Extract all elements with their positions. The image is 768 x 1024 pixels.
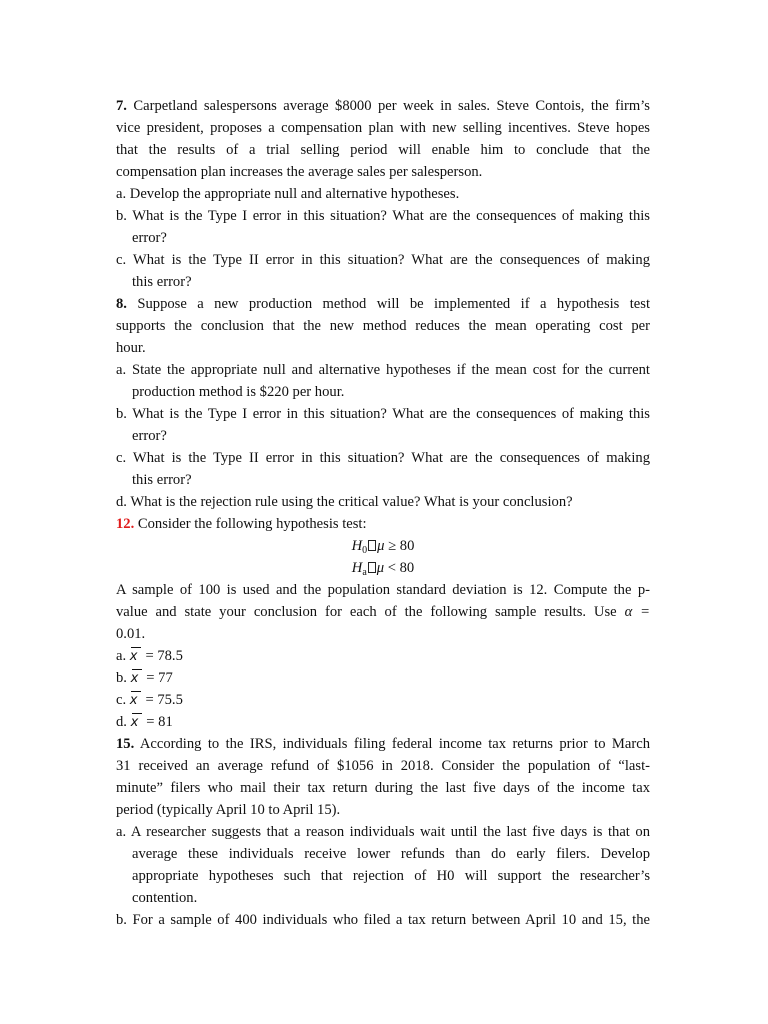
q8-part-b-line-2: error? — [132, 428, 167, 444]
missing-glyph-icon — [368, 562, 376, 573]
item-label: a. — [116, 648, 127, 664]
xbar-symbol: x — [131, 712, 143, 734]
item-value: = 78.5 — [145, 648, 183, 664]
q12-line-3: 0.01. — [116, 626, 146, 642]
q8-line-2: supports the conclusion that the new method reduces the mean operating cost per — [116, 318, 650, 334]
document-page — [116, 95, 650, 931]
q15-part-a-line-1: a. A researcher suggests that a reason individuals wait until the last five days is that on — [116, 824, 650, 840]
ha-relation: < 80 — [387, 560, 415, 576]
q8-number: 8. — [116, 296, 127, 312]
item-label: c. — [116, 692, 127, 708]
q12-line-2 — [116, 601, 650, 623]
ha-subscript: a — [362, 567, 367, 578]
q8-line-3: hour. — [116, 340, 146, 356]
q15-line-2: 31 received an average refund of $1056 in 2018. Consider the population of “last- — [116, 758, 650, 774]
h0-letter: H — [351, 538, 363, 554]
q12-item-d — [116, 711, 650, 733]
missing-glyph-icon — [368, 540, 376, 551]
alpha-symbol: α = — [624, 604, 650, 620]
q8-part-a-line-2: production method is $220 per hour. — [132, 384, 345, 400]
q7-number: 7. — [116, 98, 127, 114]
item-value: = 75.5 — [145, 692, 183, 708]
q7-part-b-line-1: b. What is the Type I error in this situation? What are the consequences of making this — [116, 208, 650, 224]
q8-part-d: d. What is the rejection rule using the critical value? What is your conclusion? — [116, 494, 573, 510]
q15-line-3: minute” filers who mail their tax return during the last five days of the income tax — [116, 780, 650, 796]
item-value: = 77 — [146, 670, 173, 686]
q12-item-a — [116, 645, 650, 667]
q12-number: 12. — [116, 516, 135, 532]
ha-letter: H — [351, 560, 363, 576]
q15-part-a-line-2: average these individuals receive lower refunds than do early filers. Develop — [132, 846, 650, 862]
q15-part-a-line-3: appropriate hypotheses such that rejection of H0 will support the researcher’s — [132, 868, 650, 884]
q8-line-1 — [116, 293, 650, 315]
xbar-symbol: x — [131, 668, 143, 690]
h0-mu: μ — [377, 538, 385, 554]
q12-alt-hypothesis — [116, 557, 650, 579]
q12-item-c — [116, 689, 650, 711]
q7-line-1 — [116, 95, 650, 117]
q7-line-2: vice president, proposes a compensation plan with new selling incentives. Steve hopes — [116, 120, 650, 136]
q12-intro-line — [116, 513, 650, 535]
q12-text-2: value and state your conclusion for each of the following sample results. Use — [116, 604, 617, 620]
q12-intro: Consider the following hypothesis test: — [137, 516, 367, 532]
q12-null-hypothesis — [116, 535, 650, 557]
q7-text-1: Carpetland salespersons average $8000 per week in sales. Steve Contois, the firm’s — [133, 98, 650, 114]
q8-part-a-line-1: a. State the appropriate null and alternative hypotheses if the mean cost for the current — [116, 362, 650, 378]
q8-part-b-line-1: b. What is the Type I error in this situation? What are the consequences of making this — [116, 406, 650, 422]
q7-part-c-line-2: this error? — [132, 274, 192, 290]
q15-part-b-line-1: b. For a sample of 400 individuals who filed a tax return between April 10 and 15, the — [116, 912, 650, 928]
q15-number: 15. — [116, 736, 135, 752]
q15-text-1: According to the IRS, individuals filing federal income tax returns prior to March — [139, 736, 650, 752]
h0-subscript: 0 — [362, 545, 368, 556]
q15-line-4: period (typically April 10 to April 15). — [116, 802, 341, 818]
q12-line-1: A sample of 100 is used and the population standard deviation is 12. Compute the p- — [116, 582, 650, 598]
q7-line-4: compensation plan increases the average sales per salesperson. — [116, 164, 483, 180]
xbar-symbol: x — [130, 646, 142, 668]
item-label: d. — [116, 714, 127, 730]
h0-relation: ≥ 80 — [388, 538, 415, 554]
item-value: = 81 — [146, 714, 173, 730]
q8-text-1: Suppose a new production method will be implemented if a hypothesis test — [137, 296, 650, 312]
q15-line-1 — [116, 733, 650, 755]
q7-part-b-line-2: error? — [132, 230, 167, 246]
q8-part-c-line-1: c. What is the Type II error in this situation? What are the consequences of making — [116, 450, 650, 466]
xbar-symbol: x — [130, 690, 142, 712]
q7-part-c-line-1: c. What is the Type II error in this situation? What are the consequences of making — [116, 252, 650, 268]
q12-item-b — [116, 667, 650, 689]
item-label: b. — [116, 670, 127, 686]
q8-part-c-line-2: this error? — [132, 472, 192, 488]
q7-part-a: a. Develop the appropriate null and alternative hypotheses. — [116, 186, 460, 202]
ha-mu: μ — [376, 560, 385, 576]
q7-line-3: that the results of a trial selling period will enable him to conclude that the — [116, 142, 650, 158]
q15-part-a-line-4: contention. — [132, 890, 198, 906]
